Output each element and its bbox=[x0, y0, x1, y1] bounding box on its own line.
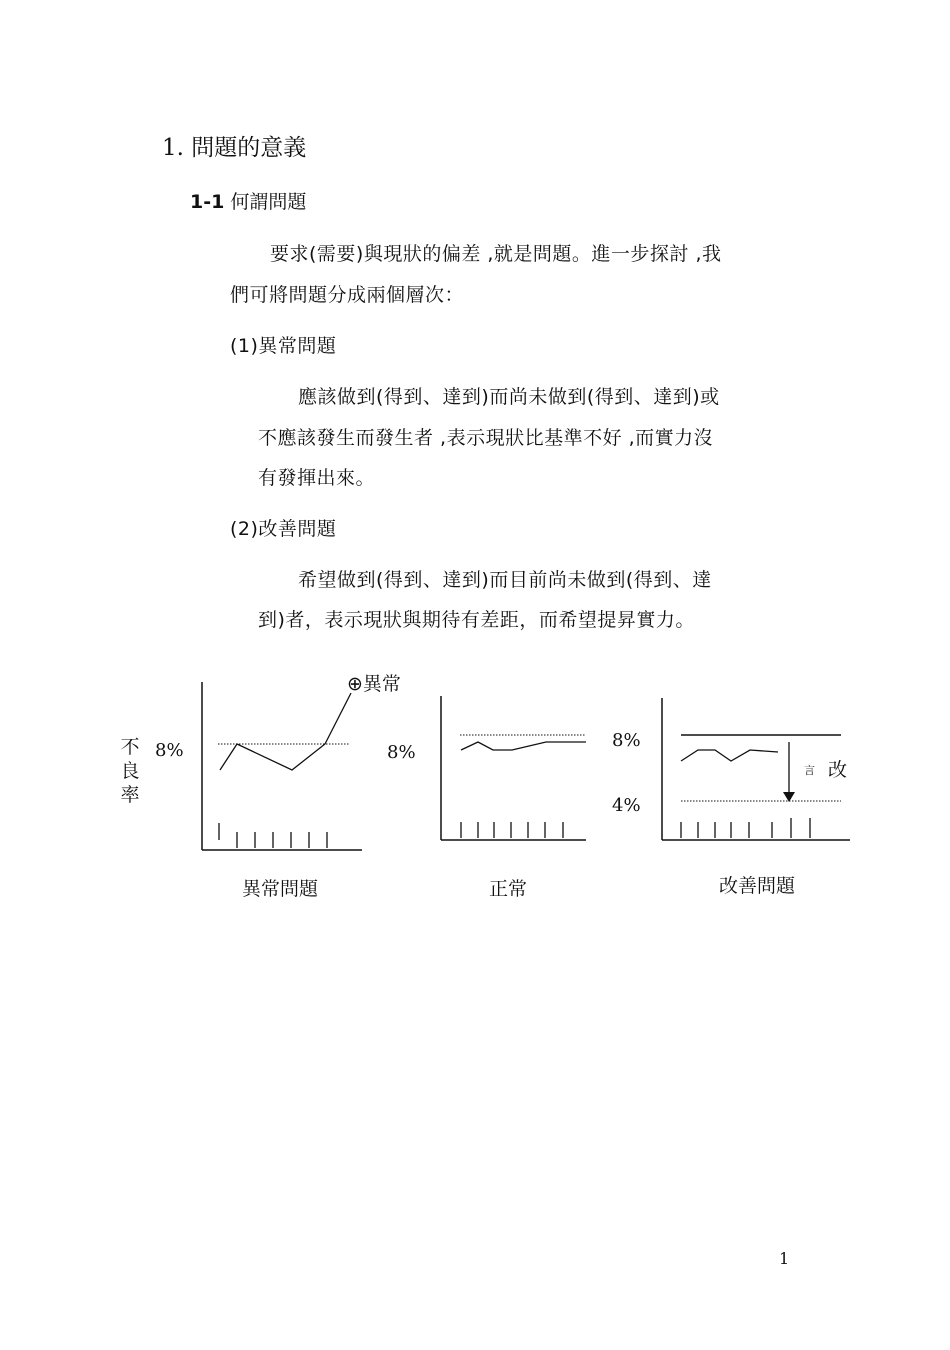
chapter-number: 1. bbox=[162, 135, 184, 161]
panel3-level-label-top: 8% bbox=[612, 730, 641, 751]
item2-line-1: 希望做到(得到、達到)而目前尚未做到(得到、達 bbox=[298, 569, 712, 591]
section-title: 何謂問題 bbox=[230, 191, 307, 213]
panel3-caption: 改善問題 bbox=[718, 875, 796, 897]
abnormal-marker: ⊕異常 bbox=[347, 673, 401, 695]
y-axis-label-char-2: 良 bbox=[120, 760, 140, 782]
panel-normal bbox=[387, 696, 586, 900]
item1-line-3: 有發揮出來。 bbox=[258, 467, 376, 489]
chapter-title: 問題的意義 bbox=[191, 135, 307, 161]
panel3-level-label-bottom: 4% bbox=[612, 795, 641, 816]
panel1-data-line bbox=[220, 693, 351, 770]
panel2-caption: 正常 bbox=[488, 878, 528, 900]
improvement-label-left: 言 bbox=[804, 764, 815, 777]
panel2-data-line bbox=[461, 742, 586, 750]
panel2-ticks bbox=[461, 822, 563, 838]
problem-types-figure bbox=[0, 660, 950, 920]
panel3-ticks bbox=[681, 818, 810, 838]
item1-title: (1)異常問題 bbox=[230, 335, 337, 357]
chapter-heading bbox=[162, 129, 306, 162]
panel1-level-label: 8% bbox=[155, 740, 184, 761]
intro-line-2: 們可將問題分成兩個層次： bbox=[230, 284, 465, 306]
item2-line-2: 到)者，表示現狀與期待有差距，而希望提昇實力。 bbox=[258, 609, 695, 631]
intro-line-1: 要求(需要)與現狀的偏差 ,就是問題。進一步探討 ,我 bbox=[270, 243, 722, 265]
page-number: 1 bbox=[779, 1249, 790, 1268]
y-axis-label-char-1: 不 bbox=[120, 736, 140, 758]
panel3-data-line bbox=[681, 750, 778, 761]
panel1-caption: 異常問題 bbox=[241, 878, 319, 900]
panel2-level-label: 8% bbox=[387, 742, 416, 763]
panel-abnormal bbox=[155, 673, 401, 900]
item2-title: (2)改善問題 bbox=[230, 518, 337, 540]
panel-improvement bbox=[612, 698, 850, 897]
section-number: 1-1 bbox=[190, 191, 225, 213]
section-heading bbox=[190, 187, 306, 214]
y-axis-label-char-3: 率 bbox=[120, 784, 140, 806]
panel1-ticks bbox=[219, 823, 327, 848]
item1-line-1: 應該做到(得到、達到)而尚未做到(得到、達到)或 bbox=[298, 386, 720, 408]
item1-line-2: 不應該發生而發生者 ,表示現狀比基準不好 ,而實力沒 bbox=[258, 427, 714, 449]
improvement-label-right: 改 bbox=[828, 759, 848, 781]
